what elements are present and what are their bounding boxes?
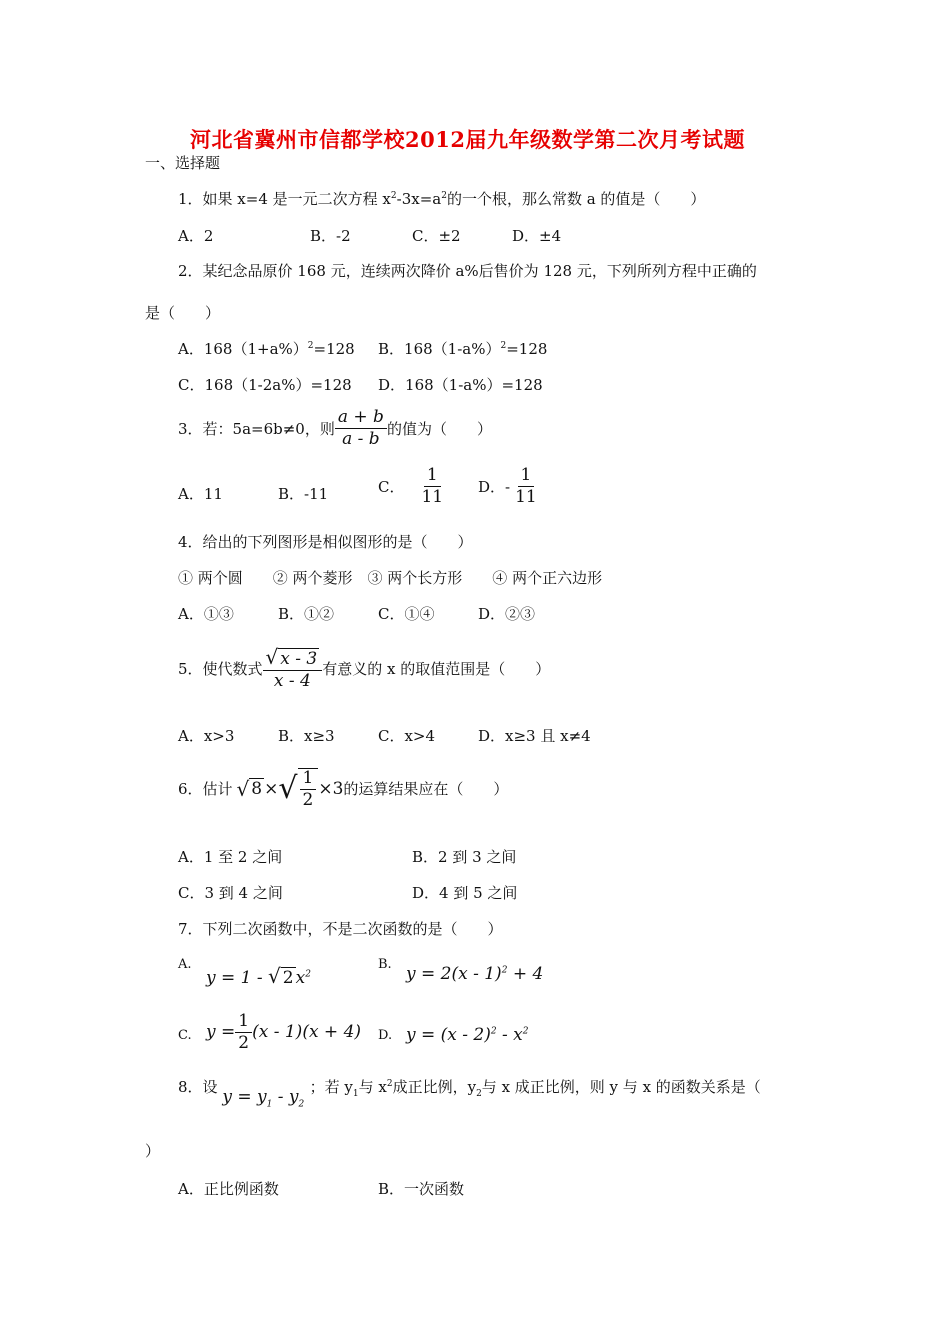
q1-option-b[interactable]: B．-2: [310, 227, 351, 245]
question-2-stem-cont: 是（ ）: [145, 304, 221, 322]
q6-option-d[interactable]: D．4 到 5 之间: [412, 884, 518, 902]
q5-option-b[interactable]: B．x≥3: [278, 727, 335, 745]
question-2-stem: 2．某纪念品原价 168 元，连续两次降价 a%后售价为 128 元，下列所列方程中正确的: [178, 262, 757, 280]
q1-option-a[interactable]: A．2: [178, 227, 214, 245]
question-5-stem: 5．使代数式 $\frac{√ x - 3}{x - 4}$ 有意义的 x 的取值范围是（ ）: [178, 645, 551, 691]
q2-option-a[interactable]: A．$168(1+a\%)^2=128$: [178, 340, 355, 358]
q6-option-b[interactable]: B．2 到 3 之间: [412, 848, 517, 866]
q7-option-b[interactable]: y = 2(x - 1)$^2$ + 4: [406, 964, 544, 984]
q5-option-a[interactable]: A．x>3: [178, 727, 235, 745]
question-8-stem-cont: ）: [145, 1142, 161, 1160]
q5-option-c[interactable]: C．x>4: [378, 727, 436, 745]
q8-option-a[interactable]: A．正比例函数: [178, 1180, 279, 1198]
question-4-stem: 4．给出的下列图形是相似图形的是（ ）: [178, 533, 473, 551]
question-6-stem: 6．估计 √ 8 × √ $\frac{1}{2}$ ×3 的运算结果应在（ ）: [178, 768, 509, 810]
q6-option-c[interactable]: C．3 到 4 之间: [178, 884, 283, 902]
q7-option-d[interactable]: $y = (x - 2)^2 - x^2$: [406, 1025, 529, 1045]
q3-option-c[interactable]: C． $\frac{1}{11}$: [378, 465, 444, 507]
q8-option-b[interactable]: B．一次函数: [378, 1180, 465, 1198]
q3-option-d[interactable]: D．- $\frac{1}{11}$: [478, 465, 537, 507]
q8-expression: $y = y_1 - y_2$: [222, 1087, 305, 1110]
q3-fraction: $\frac{a + b}{a - b}$: [335, 408, 387, 449]
q4-option-a[interactable]: A．①③: [178, 605, 234, 623]
page-title: 河北省冀州市信都学校2012届九年级数学第二次月考试题: [190, 127, 745, 152]
q7-label-b: B.: [378, 957, 392, 972]
question-7-stem: 7．下列二次函数中，不是二次函数的是（ ）: [178, 920, 503, 938]
q1-option-d[interactable]: D．±4: [512, 227, 562, 245]
question-8-stem: 8．设 $y = y_1 - y_2$ ；若 $y_1$与 $x^2$成正比例，$y_2$与 x 成正比例，则 y 与 x 的函数关系是（: [178, 1078, 761, 1110]
q3-option-a[interactable]: A．11: [178, 485, 223, 503]
section-heading: 一、选择题: [145, 154, 221, 172]
question-4-items: ① 两个圆 ② 两个菱形 ③ 两个长方形 ④ 两个正六边形: [178, 569, 603, 587]
q2-option-d[interactable]: D．168（1-a%）=128: [378, 376, 543, 394]
q1-option-c[interactable]: C．±2: [412, 227, 461, 245]
q6-option-a[interactable]: A．1 至 2 之间: [178, 848, 283, 866]
q2-option-b[interactable]: B．$168(1-a\%)^2=128$: [378, 340, 548, 358]
q5-fraction: $\frac{√ x - 3}{x - 4}$: [263, 646, 323, 691]
q5-option-d[interactable]: D．x≥3 且 x≠4: [478, 727, 591, 745]
q4-option-c[interactable]: C．①④: [378, 605, 435, 623]
q3-option-b[interactable]: B．-11: [278, 485, 329, 503]
q2-option-c[interactable]: C．168（1-2a%）=128: [178, 376, 352, 394]
q4-option-d[interactable]: D．②③: [478, 605, 536, 623]
question-1-stem: 1．如果 x=4 是一元二次方程 $x^2-3x=a^2$的一个根，那么常数 a 的值是（ ）: [178, 190, 706, 208]
question-3-stem: 3．若：5a=6b≠0，则 $\frac{a + b}{a - b}$ 的值为（ ）: [178, 407, 492, 449]
q7-option-a[interactable]: y = 1 - √ 2 $x^2$: [206, 964, 311, 988]
q7-option-c[interactable]: y = $\frac{1}{2}$ (x - 1)(x + 4): [206, 1011, 362, 1053]
q7-label-c: C.: [178, 1028, 192, 1043]
q7-label-a: A.: [178, 957, 192, 972]
q4-option-b[interactable]: B．①②: [278, 605, 335, 623]
q6-expression: √ 8 × √ $\frac{1}{2}$ ×3: [236, 768, 344, 810]
q7-label-d: D.: [378, 1028, 393, 1043]
